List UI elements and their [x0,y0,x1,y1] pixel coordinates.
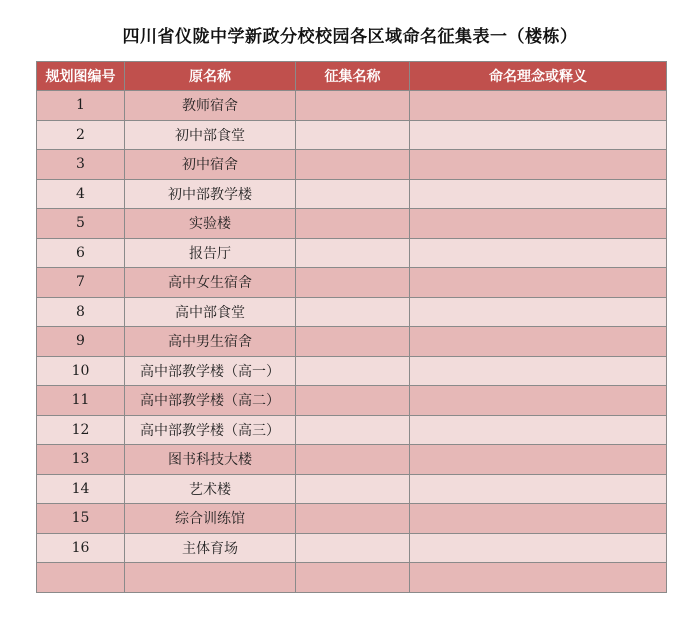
cell-original-name: 报告厅 [125,238,296,268]
cell-collected-name[interactable] [296,504,410,534]
table-row [37,297,667,327]
cell-plan-number: 6 [37,238,125,268]
cell-plan-number: 15 [37,504,125,534]
table-row [37,356,667,386]
cell-collected-name[interactable] [296,297,410,327]
cell-plan-number [37,563,125,593]
table-header-row [37,62,667,91]
cell-collected-name[interactable] [296,445,410,475]
cell-original-name: 高中女生宿舍 [125,268,296,298]
cell-original-name: 初中宿舍 [125,150,296,180]
cell-plan-number: 3 [37,150,125,180]
cell-plan-number: 13 [37,445,125,475]
cell-original-name: 高中部教学楼（高三） [125,415,296,445]
cell-naming-concept[interactable] [410,91,667,121]
cell-original-name: 综合训练馆 [125,504,296,534]
cell-original-name: 高中部食堂 [125,297,296,327]
table-row [37,179,667,209]
header-collected-name: 征集名称 [296,62,410,91]
cell-collected-name[interactable] [296,533,410,563]
cell-naming-concept[interactable] [410,150,667,180]
cell-plan-number: 12 [37,415,125,445]
cell-naming-concept[interactable] [410,209,667,239]
table-row [37,504,667,534]
cell-collected-name[interactable] [296,150,410,180]
cell-plan-number: 1 [37,91,125,121]
header-plan-number: 规划图编号 [37,62,125,91]
cell-collected-name[interactable] [296,474,410,504]
cell-collected-name[interactable] [296,268,410,298]
cell-collected-name[interactable] [296,356,410,386]
document-title: 四川省仪陇中学新政分校校园各区域命名征集表一（楼栋） [122,27,578,47]
cell-plan-number: 2 [37,120,125,150]
table-row [37,445,667,475]
table-row [37,150,667,180]
cell-naming-concept[interactable] [410,268,667,298]
cell-original-name: 实验楼 [125,209,296,239]
header-naming-concept: 命名理念或释义 [410,62,667,91]
table-row [37,238,667,268]
cell-naming-concept[interactable] [410,533,667,563]
cell-original-name: 初中部食堂 [125,120,296,150]
cell-collected-name[interactable] [296,563,410,593]
table-row [37,268,667,298]
cell-original-name: 初中部教学楼 [125,179,296,209]
cell-naming-concept[interactable] [410,474,667,504]
cell-naming-concept[interactable] [410,563,667,593]
cell-naming-concept[interactable] [410,504,667,534]
cell-plan-number: 10 [37,356,125,386]
cell-plan-number: 4 [37,179,125,209]
cell-collected-name[interactable] [296,120,410,150]
cell-plan-number: 9 [37,327,125,357]
cell-original-name: 艺术楼 [125,474,296,504]
cell-plan-number: 14 [37,474,125,504]
table-row [37,415,667,445]
cell-naming-concept[interactable] [410,356,667,386]
cell-plan-number: 5 [37,209,125,239]
cell-plan-number: 8 [37,297,125,327]
cell-naming-concept[interactable] [410,120,667,150]
cell-original-name: 主体育场 [125,533,296,563]
cell-plan-number: 16 [37,533,125,563]
cell-collected-name[interactable] [296,386,410,416]
table-row [37,327,667,357]
cell-collected-name[interactable] [296,179,410,209]
table-row [37,474,667,504]
cell-original-name [125,563,296,593]
cell-original-name: 高中男生宿舍 [125,327,296,357]
header-original-name: 原名称 [125,62,296,91]
cell-naming-concept[interactable] [410,415,667,445]
cell-original-name: 图书科技大楼 [125,445,296,475]
cell-naming-concept[interactable] [410,386,667,416]
cell-original-name: 高中部教学楼（高二） [125,386,296,416]
cell-naming-concept[interactable] [410,445,667,475]
cell-naming-concept[interactable] [410,327,667,357]
cell-plan-number: 7 [37,268,125,298]
table-row [37,120,667,150]
cell-collected-name[interactable] [296,327,410,357]
cell-naming-concept[interactable] [410,238,667,268]
cell-original-name: 高中部教学楼（高一） [125,356,296,386]
table-row [37,563,667,593]
cell-original-name: 教师宿舍 [125,91,296,121]
table-row [37,533,667,563]
cell-collected-name[interactable] [296,209,410,239]
cell-collected-name[interactable] [296,238,410,268]
cell-collected-name[interactable] [296,415,410,445]
cell-naming-concept[interactable] [410,179,667,209]
table-row [37,209,667,239]
cell-collected-name[interactable] [296,91,410,121]
cell-plan-number: 11 [37,386,125,416]
table-row [37,386,667,416]
naming-table [36,61,667,593]
cell-naming-concept[interactable] [410,297,667,327]
table-row [37,91,667,121]
